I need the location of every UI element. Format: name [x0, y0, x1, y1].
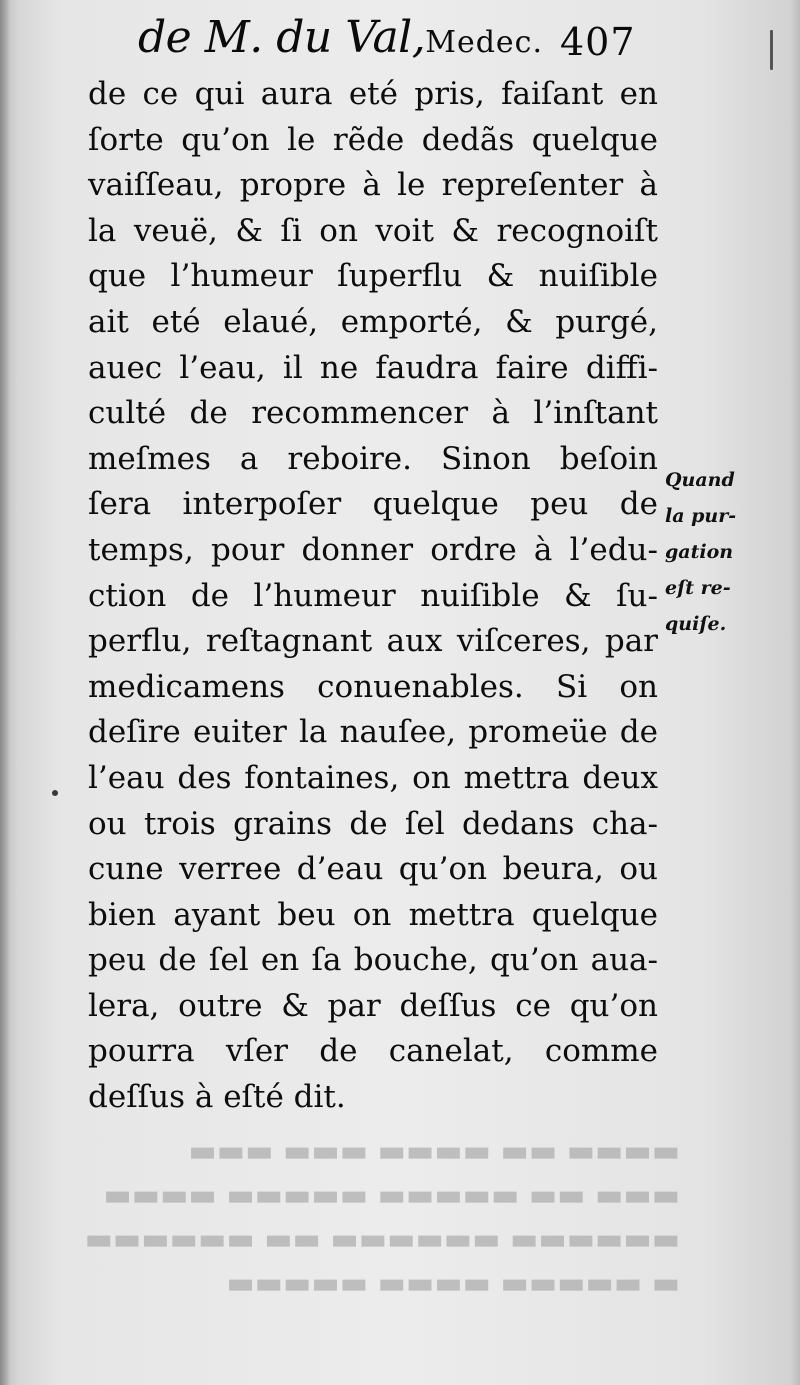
text-line: pourra vſer de canelat, comme [88, 1033, 658, 1070]
marginal-note-line: eſt re- [665, 577, 731, 599]
text-line: vaiſſeau, propre à le repreſenter à [88, 167, 658, 204]
bleed-line: ▬▬▬ ▬▬ ▬▬▬▬▬ ▬▬▬▬▬ ▬▬▬▬ [103, 1178, 680, 1213]
show-through-bleed [84, 1130, 680, 1306]
text-line: bien ayant beu on mettra quelque [88, 896, 658, 933]
text-line: meſmes a reboire. Sinon beſoin [88, 440, 658, 477]
text-line: medicamens conuenables. Si on [88, 668, 658, 705]
bleed-line: ▬▬▬▬ ▬▬ ▬▬▬▬ ▬▬▬ ▬▬▬ [188, 1134, 680, 1169]
running-title [138, 12, 543, 63]
marginal-note-line: Quand [665, 469, 735, 491]
text-line: deſire euiter la nauſee, promeüe de [88, 714, 658, 751]
text-line: ou trois grains de ſel dedans cha- [88, 805, 658, 842]
running-title-text: de M. du Val, [138, 12, 426, 63]
text-line: culté de recommencer à l’inſtant [88, 395, 658, 432]
text-line: perflu, reſtagnant aux viſceres, par [88, 623, 658, 660]
body-text [88, 72, 658, 1121]
text-line: de ce qui aura eté pris, faiſant en [88, 76, 658, 112]
text-line: ait eté elaué, emporté, & purgé, [88, 303, 658, 340]
text-line: peu de ſel en ſa bouche, qu’on aua- [88, 942, 658, 979]
running-head [138, 10, 638, 70]
marginal-note-line: la pur- [665, 505, 737, 527]
text-line: l’eau des fontaines, on mettra deux [88, 759, 658, 796]
text-line: que l’humeur ſuperflu & nuiſible [88, 258, 658, 295]
text-line: temps, pour donner ordre à l’edu- [88, 531, 658, 568]
marginal-note [665, 462, 795, 642]
text-line: ction de l’humeur nuiſible & ſu- [88, 577, 658, 614]
text-line: ſorte qu’on le rẽde dedãs quelque [88, 121, 658, 158]
ink-speck [770, 30, 773, 70]
bleed-line: ▬▬▬▬▬▬ ▬▬▬▬▬▬ ▬▬ ▬▬▬▬▬▬ [84, 1222, 680, 1257]
text-line: lera, outre & par deſſus ce qu’on [88, 987, 658, 1024]
gutter-shadow [0, 0, 10, 1385]
running-title-suffix: Medec. [425, 25, 544, 60]
bleed-line: ▬ ▬▬▬▬▬ ▬▬▬▬ ▬▬▬▬▬ [226, 1266, 680, 1301]
text-line: la veuë, & ſi on voit & recognoiſt [88, 212, 658, 249]
text-line: cune verree d’eau qu’on beura, ou [88, 851, 658, 888]
text-line-last: deſſus à eſté dit. [88, 1079, 346, 1116]
text-line: ſera interpoſer quelque peu de [88, 486, 658, 523]
marginal-note-line: quiſe. [665, 613, 727, 635]
marginal-note-line: gation [665, 541, 734, 563]
page-number: 407 [560, 20, 636, 64]
ink-speck [52, 790, 58, 796]
text-line: auec l’eau, il ne faudra faire diffi- [88, 349, 658, 386]
